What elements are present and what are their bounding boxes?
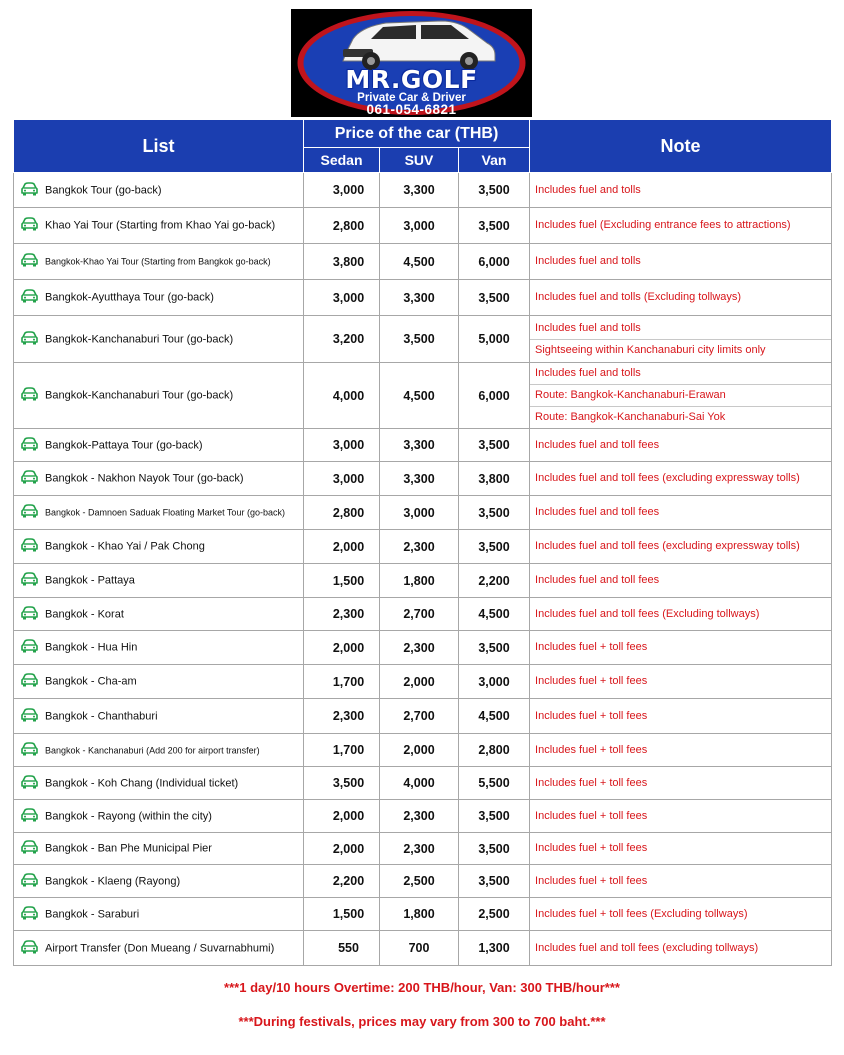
route-name: Bangkok - Nakhon Nayok Tour (go-back) <box>45 472 244 485</box>
table-row <box>14 244 832 280</box>
car-icon <box>20 538 39 555</box>
price-sedan: 1,700 <box>304 734 380 767</box>
note-line: Includes fuel and tolls <box>535 183 641 196</box>
note-line: Includes fuel + toll fees <box>535 776 648 789</box>
car-icon <box>20 940 39 957</box>
table-row <box>14 699 832 734</box>
table-row <box>14 316 832 363</box>
car-icon <box>20 742 39 759</box>
price-van: 3,500 <box>459 530 530 564</box>
price-sedan: 2,800 <box>304 208 380 244</box>
price-sedan: 2,300 <box>304 598 380 631</box>
price-suv: 4,500 <box>380 244 459 280</box>
route-cell <box>14 800 304 833</box>
price-van: 6,000 <box>459 244 530 280</box>
note-line: Includes fuel + toll fees <box>535 641 648 653</box>
price-suv: 1,800 <box>380 898 459 931</box>
route-name: Bangkok - Pattaya <box>45 574 135 587</box>
price-van: 3,500 <box>459 800 530 833</box>
route-name: Bangkok - Hua Hin <box>45 641 138 654</box>
price-sedan: 1,500 <box>304 564 380 598</box>
header-note: Note <box>530 120 832 173</box>
route-cell <box>14 363 304 429</box>
price-sedan: 3,000 <box>304 173 380 208</box>
note-line: Includes fuel (Excluding entrance fees to attractions) <box>535 219 791 231</box>
brand-tagline: Private Car & Driver <box>357 92 466 104</box>
note-cell <box>530 173 832 208</box>
note-line: Includes fuel and toll fees (excluding expressway tolls) <box>535 472 800 484</box>
car-icon <box>20 470 39 487</box>
note-line: Includes fuel + toll fees <box>535 743 648 756</box>
note-line: Sightseeing within Kanchanaburi city limits only <box>530 339 831 361</box>
price-sedan: 1,700 <box>304 665 380 699</box>
route-name: Bangkok - Chanthaburi <box>45 710 158 722</box>
price-van: 4,500 <box>459 598 530 631</box>
price-suv: 2,700 <box>380 598 459 631</box>
route-cell <box>14 699 304 734</box>
car-icon <box>20 387 39 404</box>
price-sedan: 2,200 <box>304 865 380 898</box>
table-row <box>14 631 832 665</box>
route-name: Bangkok-Khao Yai Tour (Starting from Bangkok go-back) <box>45 256 271 267</box>
header-list: List <box>14 120 304 173</box>
route-name: Bangkok - Koh Chang (Individual ticket) <box>45 777 239 789</box>
footer-festival-note: ***During festivals, prices may vary from 300 to 700 baht.*** <box>238 1014 606 1029</box>
note-line: Route: Bangkok-Kanchanaburi-Sai Yok <box>530 406 831 428</box>
route-name: Bangkok - Saraburi <box>45 908 140 920</box>
price-van: 5,000 <box>459 316 530 363</box>
car-icon <box>20 906 39 923</box>
note-line: Includes fuel and tolls <box>535 321 641 334</box>
table-row <box>14 931 832 966</box>
price-van: 3,500 <box>459 631 530 665</box>
price-van: 3,500 <box>459 429 530 462</box>
route-cell <box>14 462 304 496</box>
price-sedan: 2,000 <box>304 530 380 564</box>
brand-name: MR.GOLF <box>345 65 478 94</box>
car-icon <box>20 840 39 857</box>
note-cell <box>530 665 832 699</box>
price-suv: 4,000 <box>380 767 459 800</box>
route-cell <box>14 665 304 699</box>
route-cell <box>14 931 304 966</box>
price-sedan: 3,200 <box>304 316 380 363</box>
price-suv: 700 <box>380 931 459 966</box>
car-icon <box>20 331 39 348</box>
price-sedan: 3,800 <box>304 244 380 280</box>
note-line: Includes fuel and tolls <box>535 367 641 379</box>
route-cell <box>14 865 304 898</box>
note-cell <box>530 496 832 530</box>
price-van: 3,800 <box>459 462 530 496</box>
route-name: Airport Transfer (Don Mueang / Suvarnabhumi) <box>45 942 275 954</box>
car-icon <box>20 437 39 454</box>
table-row <box>14 865 832 898</box>
price-suv: 2,000 <box>380 734 459 767</box>
note-cell <box>530 244 832 280</box>
price-suv: 3,300 <box>380 280 459 316</box>
note-line: Includes fuel and toll fees (excluding tollways) <box>535 941 759 954</box>
route-name: Bangkok Tour (go-back) <box>45 184 162 196</box>
table-row <box>14 564 832 598</box>
car-icon <box>20 808 39 825</box>
car-icon <box>20 673 39 690</box>
price-suv: 2,300 <box>380 631 459 665</box>
price-suv: 3,000 <box>380 496 459 530</box>
price-suv: 2,300 <box>380 833 459 865</box>
price-van: 2,500 <box>459 898 530 931</box>
price-van: 2,800 <box>459 734 530 767</box>
note-cell <box>530 767 832 800</box>
price-sedan: 4,000 <box>304 363 380 429</box>
note-cell <box>530 734 832 767</box>
route-cell <box>14 280 304 316</box>
note-line: Includes fuel + toll fees <box>535 874 648 887</box>
brand-phone: 061-054-6821 <box>366 102 457 117</box>
note-cell <box>530 316 832 363</box>
note-cell <box>530 429 832 462</box>
note-line: Includes fuel + toll fees <box>535 675 648 687</box>
note-line: Includes fuel and tolls (Excluding tollways) <box>535 291 742 303</box>
price-van: 3,000 <box>459 665 530 699</box>
price-sedan: 2,300 <box>304 699 380 734</box>
table-row <box>14 898 832 931</box>
table-row <box>14 280 832 316</box>
price-suv: 3,000 <box>380 208 459 244</box>
route-cell <box>14 564 304 598</box>
route-cell <box>14 496 304 530</box>
car-icon <box>20 504 39 521</box>
price-van: 4,500 <box>459 699 530 734</box>
route-cell <box>14 767 304 800</box>
price-suv: 3,300 <box>380 429 459 462</box>
price-van: 2,200 <box>459 564 530 598</box>
table-row <box>14 530 832 564</box>
price-van: 5,500 <box>459 767 530 800</box>
car-icon <box>20 708 39 725</box>
note-cell <box>530 363 832 429</box>
price-sedan: 2,800 <box>304 496 380 530</box>
note-cell <box>530 699 832 734</box>
price-suv: 2,300 <box>380 530 459 564</box>
car-icon <box>20 606 39 623</box>
note-cell <box>530 898 832 931</box>
note-cell <box>530 564 832 598</box>
price-sedan: 2,000 <box>304 800 380 833</box>
price-sedan: 2,000 <box>304 833 380 865</box>
note-cell <box>530 631 832 665</box>
note-line: Includes fuel and toll fees <box>535 574 660 586</box>
route-name: Bangkok-Kanchanaburi Tour (go-back) <box>45 333 234 345</box>
route-cell <box>14 244 304 280</box>
price-van: 3,500 <box>459 833 530 865</box>
note-line: Includes fuel and toll fees <box>535 506 660 518</box>
note-cell <box>530 931 832 966</box>
price-suv: 2,500 <box>380 865 459 898</box>
note-cell <box>530 208 832 244</box>
route-cell <box>14 208 304 244</box>
note-cell <box>530 462 832 496</box>
price-sedan: 2,000 <box>304 631 380 665</box>
price-van: 3,500 <box>459 173 530 208</box>
table-row <box>14 173 832 208</box>
route-name: Bangkok - Rayong (within the city) <box>45 810 212 822</box>
route-name: Bangkok - Kanchanaburi (Add 200 for airport transfer) <box>45 745 260 755</box>
car-icon <box>20 253 39 270</box>
route-name: Bangkok-Ayutthaya Tour (go-back) <box>45 291 214 304</box>
car-icon <box>20 873 39 890</box>
note-line: Includes fuel + toll fees <box>535 809 648 822</box>
price-van: 3,500 <box>459 865 530 898</box>
note-cell <box>530 865 832 898</box>
route-cell <box>14 598 304 631</box>
price-suv: 2,700 <box>380 699 459 734</box>
header-price-group: Price of the car (THB) <box>304 120 530 148</box>
note-line: Includes fuel + toll fees <box>535 842 648 854</box>
price-suv: 1,800 <box>380 564 459 598</box>
car-icon <box>20 289 39 306</box>
price-sedan: 3,000 <box>304 462 380 496</box>
price-suv: 3,300 <box>380 173 459 208</box>
price-suv: 2,000 <box>380 665 459 699</box>
note-line: Includes fuel + toll fees (Excluding tollways) <box>535 907 748 920</box>
car-icon <box>20 639 39 656</box>
table-row <box>14 462 832 496</box>
route-cell <box>14 429 304 462</box>
price-sedan: 3,000 <box>304 429 380 462</box>
price-sedan: 3,000 <box>304 280 380 316</box>
table-row <box>14 208 832 244</box>
table-row <box>14 598 832 631</box>
route-name: Bangkok-Kanchanaburi Tour (go-back) <box>45 389 234 402</box>
note-cell <box>530 833 832 865</box>
route-cell <box>14 316 304 363</box>
price-van: 1,300 <box>459 931 530 966</box>
note-line: Route: Bangkok-Kanchanaburi-Erawan <box>530 384 831 406</box>
route-name: Bangkok - Cha-am <box>45 675 137 688</box>
route-cell <box>14 734 304 767</box>
note-line: Includes fuel and tolls <box>535 255 641 267</box>
price-sedan: 550 <box>304 931 380 966</box>
price-suv: 2,300 <box>380 800 459 833</box>
route-cell <box>14 631 304 665</box>
table-row <box>14 363 832 429</box>
footer-overtime-note: ***1 day/10 hours Overtime: 200 THB/hour, Van: 300 THB/hour*** <box>224 980 620 995</box>
header-sedan: Sedan <box>304 148 380 173</box>
table-row <box>14 767 832 800</box>
car-icon <box>20 182 39 199</box>
route-cell <box>14 530 304 564</box>
price-sedan: 3,500 <box>304 767 380 800</box>
car-icon <box>20 572 39 589</box>
route-name: Khao Yai Tour (Starting from Khao Yai go-back) <box>45 219 276 232</box>
route-name: Bangkok - Damnoen Saduak Floating Market Tour (go-back) <box>45 507 285 518</box>
price-van: 3,500 <box>459 280 530 316</box>
price-van: 3,500 <box>459 496 530 530</box>
table-row <box>14 734 832 767</box>
logo <box>291 9 532 117</box>
price-suv: 3,300 <box>380 462 459 496</box>
note-line: Includes fuel and toll fees <box>535 438 660 451</box>
note-cell <box>530 800 832 833</box>
note-cell <box>530 598 832 631</box>
route-name: Bangkok - Korat <box>45 608 124 620</box>
route-cell <box>14 173 304 208</box>
route-name: Bangkok - Khao Yai / Pak Chong <box>45 540 205 553</box>
route-cell <box>14 898 304 931</box>
price-table-body <box>14 173 832 966</box>
price-van: 3,500 <box>459 208 530 244</box>
note-line: Includes fuel and toll fees (Excluding tollways) <box>535 607 760 620</box>
route-cell <box>14 833 304 865</box>
note-line: Includes fuel and toll fees (excluding expressway tolls) <box>535 540 800 552</box>
table-row <box>14 833 832 865</box>
header-suv: SUV <box>380 148 459 173</box>
table-row <box>14 496 832 530</box>
table-row <box>14 665 832 699</box>
route-name: Bangkok - Klaeng (Rayong) <box>45 875 181 887</box>
car-icon <box>20 775 39 792</box>
note-cell <box>530 530 832 564</box>
route-name: Bangkok-Pattaya Tour (go-back) <box>45 439 203 451</box>
price-table <box>13 119 832 966</box>
price-suv: 4,500 <box>380 363 459 429</box>
table-row <box>14 429 832 462</box>
price-sedan: 1,500 <box>304 898 380 931</box>
note-cell <box>530 280 832 316</box>
note-line: Includes fuel + toll fees <box>535 709 648 722</box>
route-name: Bangkok - Ban Phe Municipal Pier <box>45 842 212 855</box>
price-van: 6,000 <box>459 363 530 429</box>
table-row <box>14 800 832 833</box>
car-icon <box>20 217 39 234</box>
price-suv: 3,500 <box>380 316 459 363</box>
header-van: Van <box>459 148 530 173</box>
